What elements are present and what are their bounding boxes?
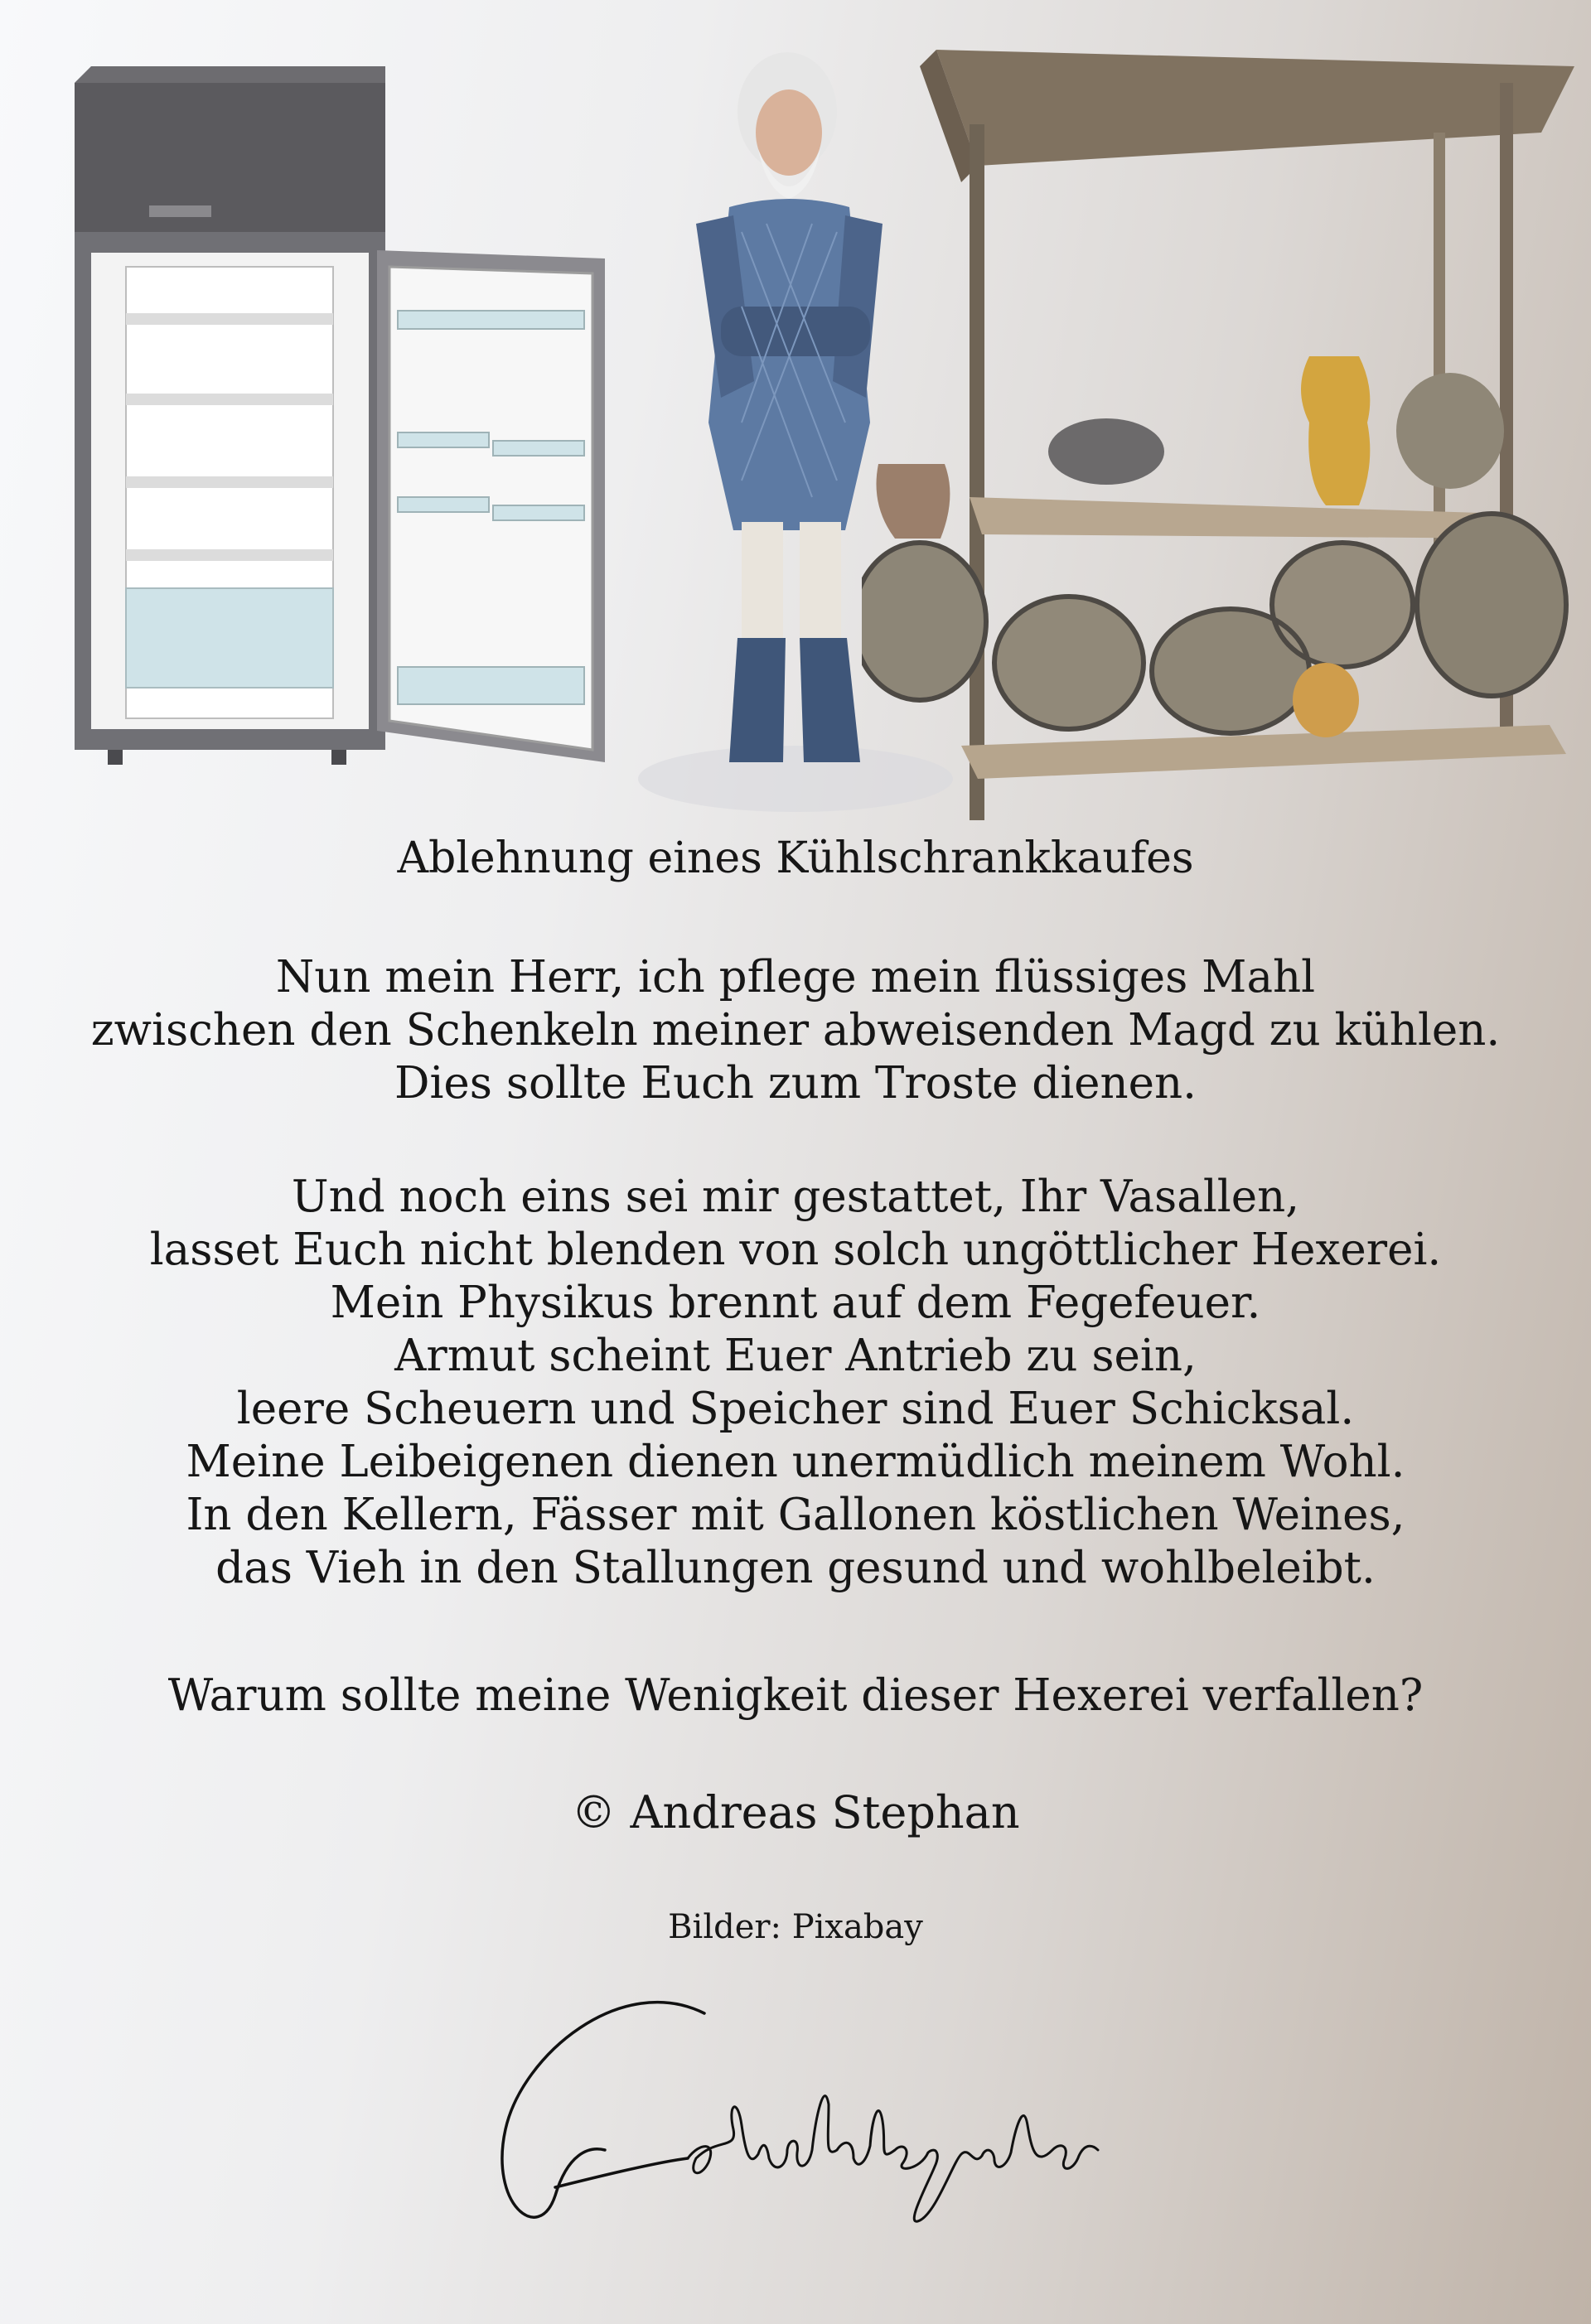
poem-line: Warum sollte meine Wenigkeit dieser Hexerei verfallen? bbox=[167, 1670, 1424, 1721]
poem-line: das Vieh in den Stallungen gesund und wohlbeleibt. bbox=[215, 1543, 1376, 1593]
poem-line: Und noch eins sei mir gestattet, Ihr Vasallen, bbox=[291, 1172, 1300, 1222]
poem-line: In den Kellern, Fässer mit Gallonen köstlichen Weines, bbox=[186, 1490, 1405, 1540]
poem-line: Armut scheint Euer Antrieb zu sein, bbox=[394, 1331, 1197, 1381]
poem-line: Dies sollte Euch zum Troste dienen. bbox=[394, 1058, 1197, 1109]
poem-stanza-2 bbox=[0, 1171, 1591, 1595]
poem-title: Ablehnung eines Kühlschrankkaufes bbox=[397, 833, 1194, 883]
poem-line: Mein Physikus brennt auf dem Fegefeuer. bbox=[330, 1278, 1261, 1328]
poem-line: Nun mein Herr, ich pflege mein flüssiges Mahl bbox=[275, 952, 1316, 1003]
copyright-notice: © Andreas Stephan bbox=[571, 1786, 1020, 1838]
poem-line: zwischen den Schenkeln meiner abweisenden Magd zu kühlen. bbox=[90, 1005, 1501, 1056]
poem-line: lasset Euch nicht blenden von solch ungöttlicher Hexerei. bbox=[149, 1225, 1442, 1275]
poem-line: leere Scheuern und Speicher sind Euer Schicksal. bbox=[236, 1384, 1355, 1434]
fridge-illustration bbox=[58, 50, 621, 779]
poem-line: Meine Leibeigenen dienen unermüdlich meinem Wohl. bbox=[186, 1437, 1405, 1487]
poem-stanza-1 bbox=[0, 951, 1591, 1110]
poem-stanza-3 bbox=[0, 1669, 1591, 1722]
market-stall-illustration bbox=[862, 33, 1591, 829]
image-credits: Bilder: Pixabay bbox=[668, 1908, 923, 1946]
signature-logo bbox=[489, 1980, 1119, 2262]
